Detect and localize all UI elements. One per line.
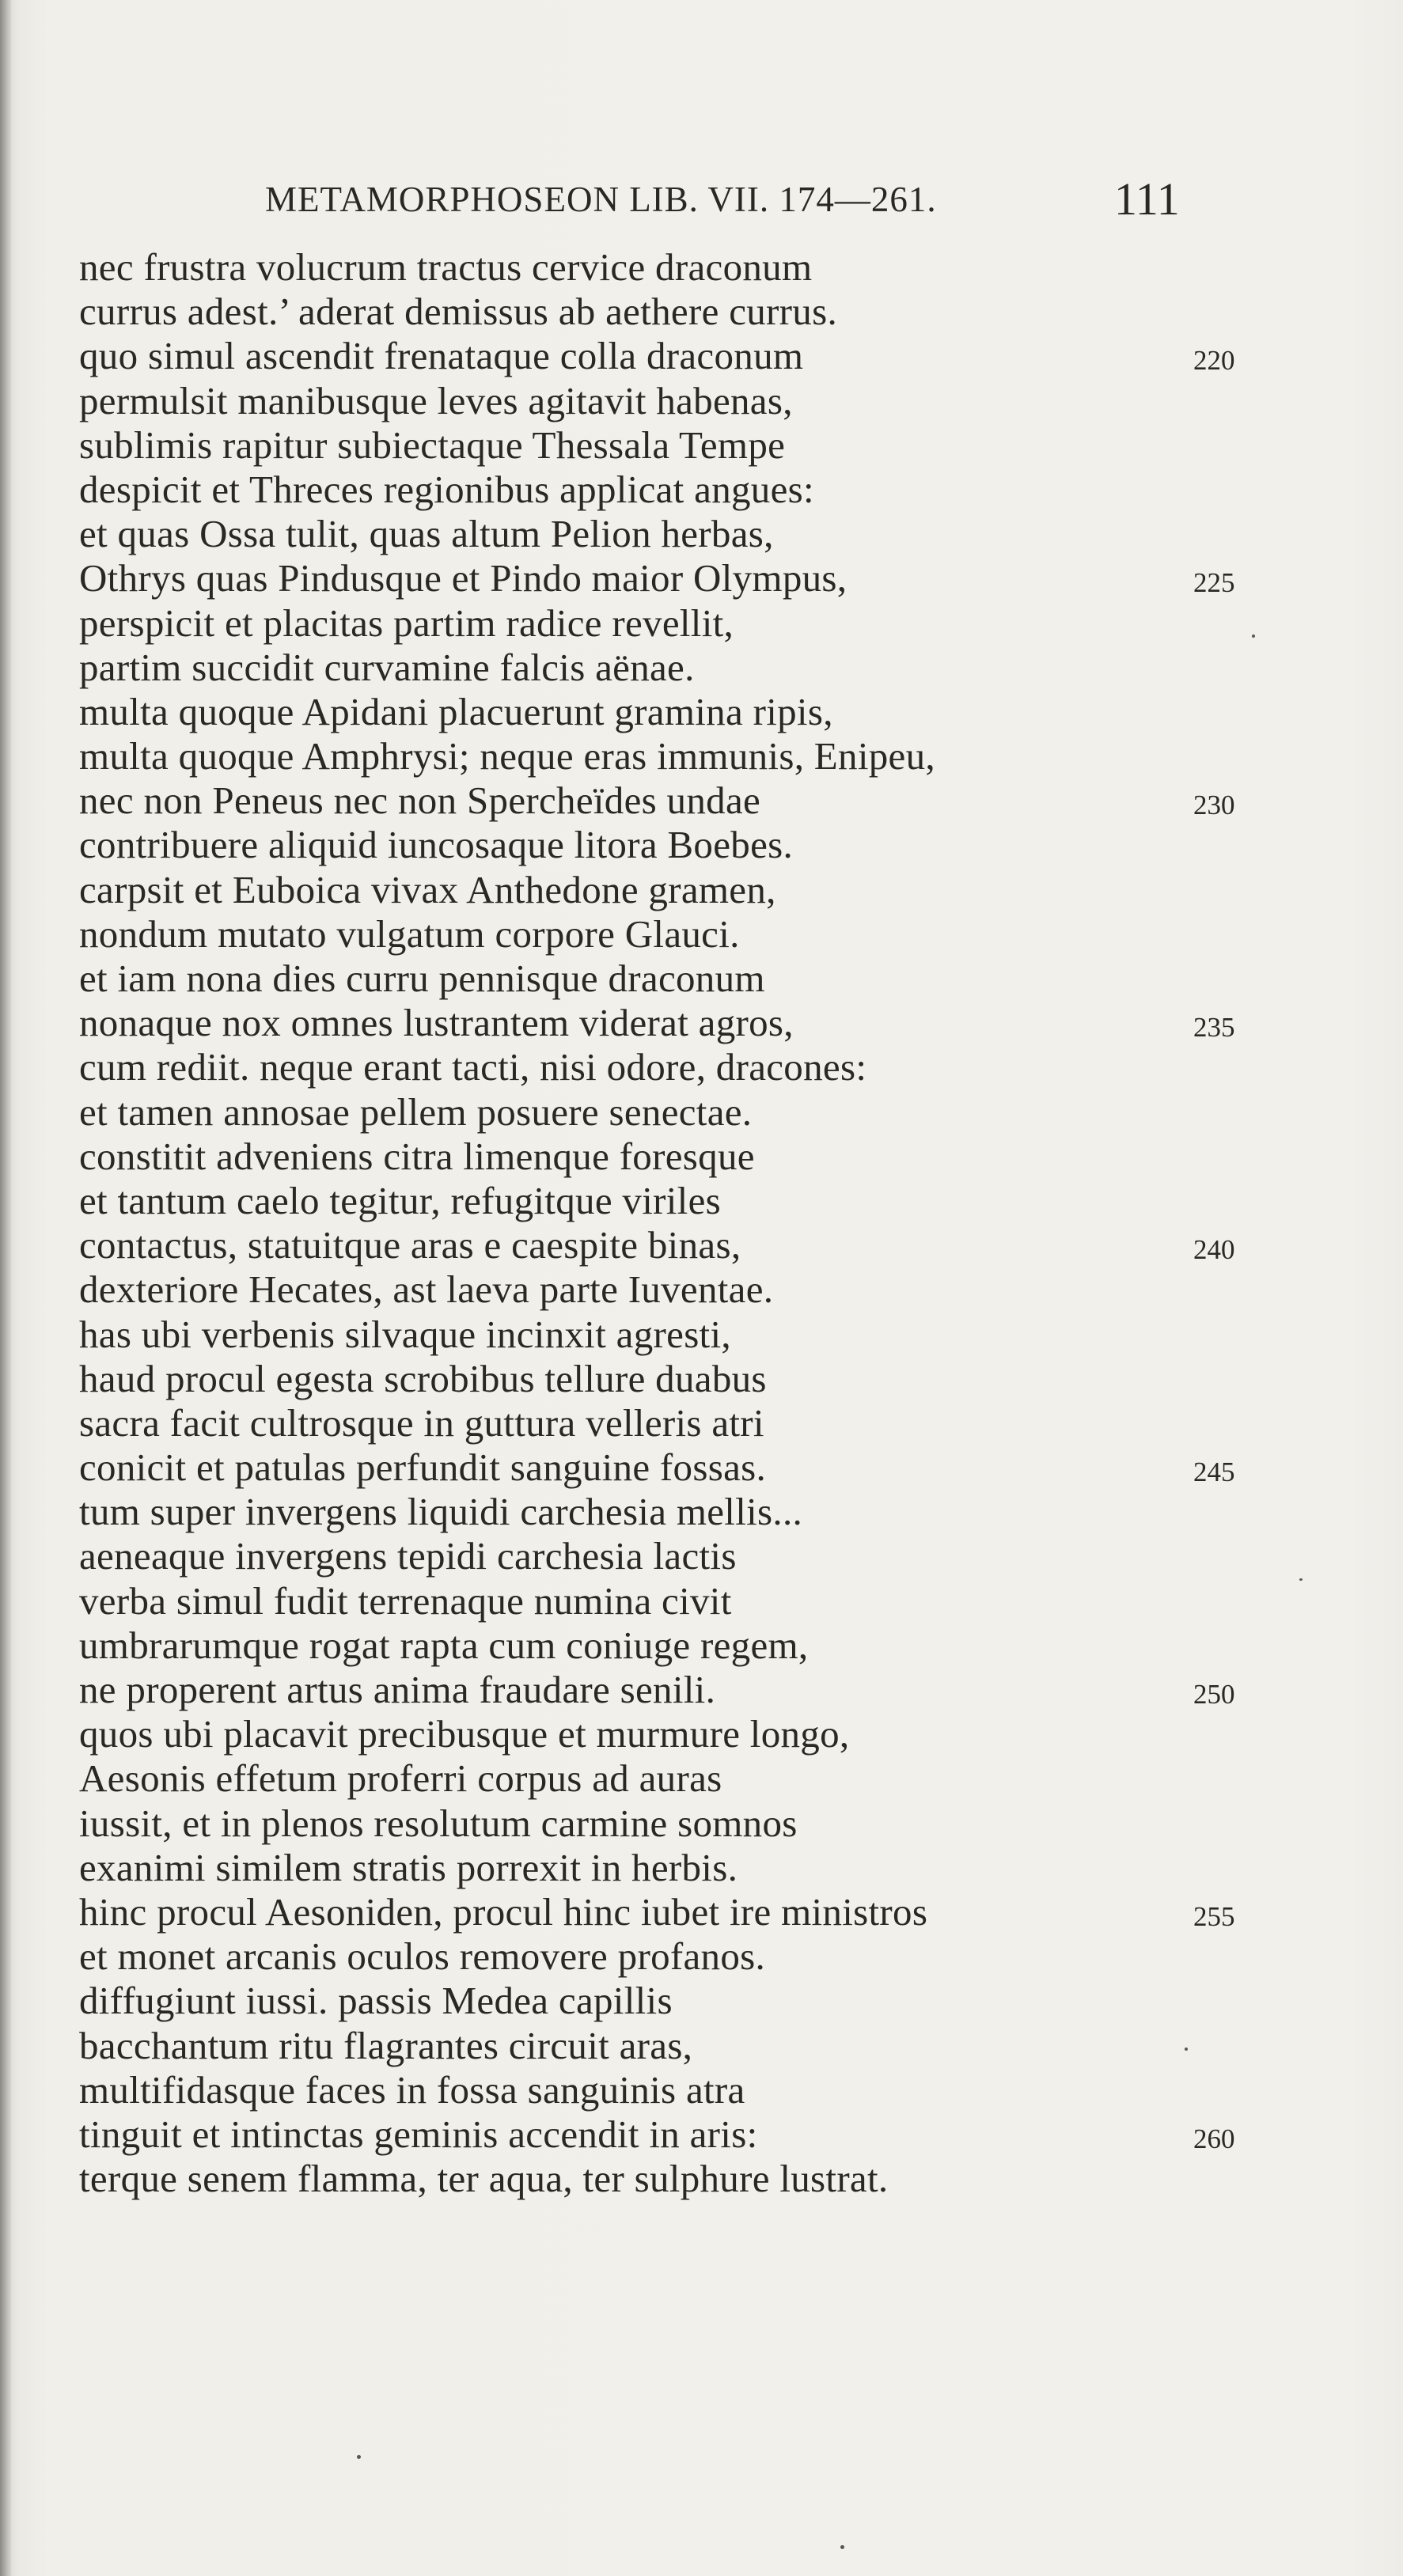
page-header	[0, 172, 1403, 228]
verse-line: contribuere aliquid iuncosaque litora Boebes.	[79, 823, 794, 867]
verse-line: has ubi verbenis silvaque incinxit agresti,	[79, 1312, 731, 1356]
line-number: 250	[1193, 1679, 1235, 1710]
verse-line: umbrarumque rogat rapta cum coniuge regem,	[79, 1623, 809, 1667]
verse-line: iussit, et in plenos resolutum carmine somnos	[79, 1801, 798, 1845]
line-number: 225	[1193, 567, 1235, 599]
line-number: 255	[1193, 1901, 1235, 1933]
verse-line: et quas Ossa tulit, quas altum Pelion herbas,	[79, 512, 774, 556]
verse-line: et iam nona dies curru pennisque draconum	[79, 957, 765, 1000]
verse-line: exanimi similem stratis porrexit in herbis.	[79, 1845, 738, 1889]
verse-line: aeneaque invergens tepidi carchesia lactis	[79, 1534, 737, 1578]
verse-line: carpsit et Euboica vivax Anthedone gramen,	[79, 867, 776, 911]
verse-line: et tantum caelo tegitur, refugitque viriles	[79, 1178, 721, 1222]
paper-speck	[1299, 1578, 1303, 1581]
verse-line: verba simul fudit terrenaque numina civit	[79, 1578, 732, 1623]
line-number: 245	[1193, 1457, 1235, 1488]
verse-line: nec non Peneus nec non Spercheïdes undae	[79, 778, 761, 823]
verse-line: haud procul egesta scrobibus tellure duabus	[79, 1356, 767, 1400]
verse-line: tinguit et intinctas geminis accendit in aris:	[79, 2112, 758, 2156]
paper-speck	[840, 2545, 844, 2549]
verse-line: currus adest.’ aderat demissus ab aethere currus.	[79, 290, 837, 334]
line-number: 230	[1193, 790, 1235, 821]
line-number: 220	[1193, 345, 1235, 377]
verse-line: Othrys quas Pindusque et Pindo maior Olympus,	[79, 556, 847, 600]
verse-line: constitit adveniens citra limenque foresque	[79, 1134, 755, 1178]
page-number: 111	[1114, 173, 1180, 225]
verse-line: sacra facit cultrosque in guttura velleris atri	[79, 1400, 764, 1445]
verse-line: terque senem flamma, ter aqua, ter sulphure lustrat.	[79, 2157, 889, 2201]
verse-line: hinc procul Aesoniden, procul hinc iubet ire ministros	[79, 1889, 928, 1934]
verse-line: nondum mutato vulgatum corpore Glauci.	[79, 911, 740, 956]
verse-line: multa quoque Amphrysi; neque eras immunis, Enipeu,	[79, 734, 935, 778]
verse-line: multifidasque faces in fossa sanguinis atra	[79, 2067, 745, 2112]
verse-line: dexteriore Hecates, ast laeva parte Iuventae.	[79, 1267, 774, 1312]
verse-line: multa quoque Apidani placuerunt gramina ripis,	[79, 689, 833, 733]
paper-speck	[1252, 635, 1255, 638]
verse-line: despicit et Threces regionibus applicat angues:	[79, 467, 814, 511]
running-title: METAMORPHOSEON LIB. VII. 174—261.	[265, 180, 937, 219]
verse-line: et tamen annosae pellem posuere senectae.	[79, 1089, 753, 1134]
verse-line: nec frustra volucrum tractus cervice draconum	[79, 245, 813, 289]
verse-line: permulsit manibusque leves agitavit habenas,	[79, 378, 793, 422]
verse-line: tum super invergens liquidi carchesia mellis...	[79, 1490, 803, 1534]
page-gutter-shadow	[0, 0, 11, 2576]
verse-line: bacchantum ritu flagrantes circuit aras,	[79, 2023, 693, 2067]
verse-line: Aesonis effetum proferri corpus ad auras	[79, 1756, 722, 1801]
verse-line: nonaque nox omnes lustrantem viderat agros,	[79, 1001, 794, 1045]
verse-line: cum rediit. neque erant tacti, nisi odore, dracones:	[79, 1045, 867, 1089]
verse-line: perspicit et placitas partim radice revellit,	[79, 600, 734, 645]
verse-line: sublimis rapitur subiectaque Thessala Tempe	[79, 422, 786, 467]
line-number: 240	[1193, 1234, 1235, 1266]
verse-line: quo simul ascendit frenataque colla draconum	[79, 334, 804, 378]
paper-speck	[357, 2455, 361, 2459]
verse-line: et monet arcanis oculos removere profanos.	[79, 1934, 766, 1979]
verse-line: diffugiunt iussi. passis Medea capillis	[79, 1979, 673, 2023]
verse-line: contactus, statuitque aras e caespite binas,	[79, 1223, 741, 1267]
line-number: 260	[1193, 2123, 1235, 2155]
line-number: 235	[1193, 1012, 1235, 1044]
paper-speck	[1185, 2048, 1188, 2051]
verse-line: ne properent artus anima fraudare senili.	[79, 1668, 716, 1711]
verse-line: partim succidit curvamine falcis aënae.	[79, 645, 695, 689]
verse-line: conicit et patulas perfundit sanguine fossas.	[79, 1445, 767, 1490]
verse-line: quos ubi placavit precibusque et murmure longo,	[79, 1712, 850, 1756]
poem-text	[79, 245, 1187, 2201]
